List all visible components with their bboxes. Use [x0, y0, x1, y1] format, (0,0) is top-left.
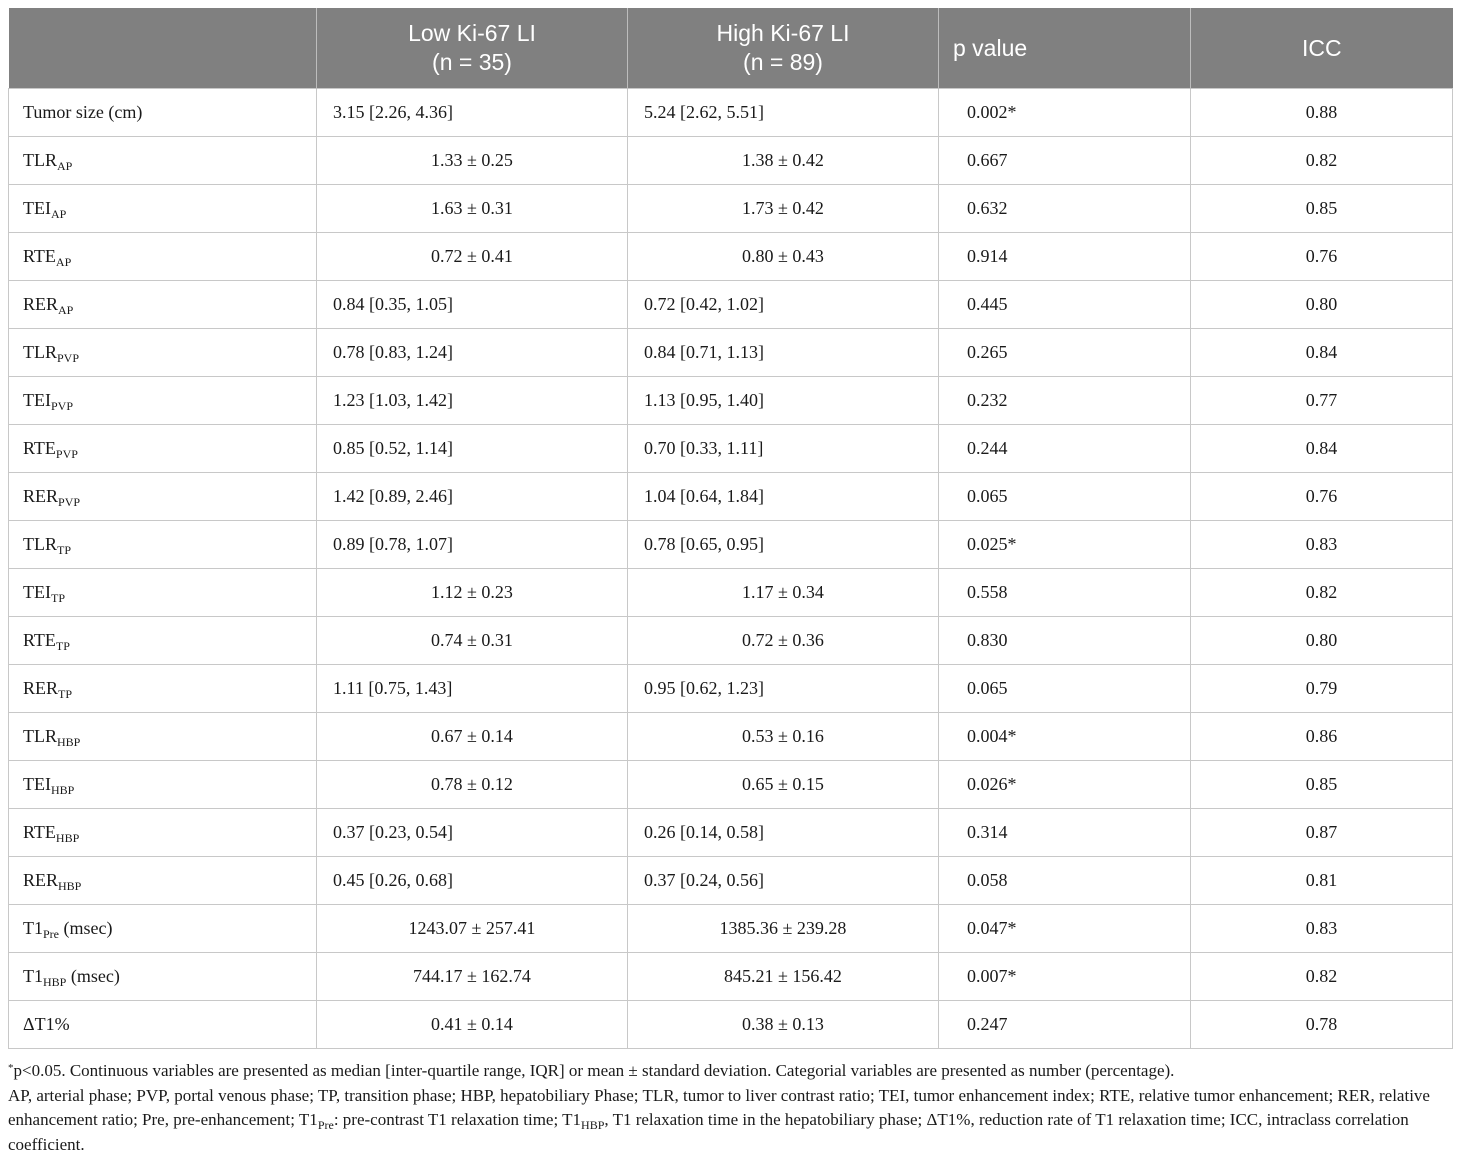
variable-name: RER [23, 294, 59, 314]
data-table [8, 8, 1453, 1049]
cell-low-ki67: 0.45 [0.26, 0.68] [317, 857, 628, 905]
footnote-line2-c: , T1 relaxation time in the hepatobiliary phase; ΔT1%, reduction rate of T1 relaxation time; ICC, intraclass correlation coefficient. [8, 1110, 1409, 1154]
cell-high-ki67: 1385.36 ± 239.28 [628, 905, 939, 953]
cell-icc: 0.76 [1191, 233, 1453, 281]
cell-low-ki67: 1.63 ± 0.31 [317, 185, 628, 233]
cell-p-value: 0.004* [939, 713, 1191, 761]
cell-icc: 0.87 [1191, 809, 1453, 857]
cell-low-ki67: 1.12 ± 0.23 [317, 569, 628, 617]
cell-icc: 0.83 [1191, 905, 1453, 953]
variable-subscript: PVP [58, 495, 81, 509]
cell-high-ki67: 0.80 ± 0.43 [628, 233, 939, 281]
cell-variable [9, 905, 317, 953]
variable-name: T1 [23, 966, 43, 986]
cell-low-ki67: 1.33 ± 0.25 [317, 137, 628, 185]
variable-name: TEI [23, 774, 51, 794]
variable-subscript: PVP [57, 351, 80, 365]
cell-variable [9, 1001, 317, 1049]
cell-icc: 0.84 [1191, 425, 1453, 473]
cell-p-value: 0.026* [939, 761, 1191, 809]
cell-icc: 0.80 [1191, 281, 1453, 329]
header-p-value: p value [939, 8, 1191, 89]
cell-low-ki67: 3.15 [2.26, 4.36] [317, 89, 628, 137]
variable-subscript: TP [55, 639, 70, 653]
variable-name: RTE [23, 246, 56, 266]
cell-icc: 0.79 [1191, 665, 1453, 713]
table-row [9, 953, 1453, 1001]
table-body [9, 89, 1453, 1049]
header-high-line1: High Ki-67 LI [716, 20, 850, 46]
cell-high-ki67: 0.26 [0.14, 0.58] [628, 809, 939, 857]
cell-high-ki67: 0.95 [0.62, 1.23] [628, 665, 939, 713]
cell-low-ki67: 0.78 ± 0.12 [317, 761, 628, 809]
cell-p-value: 0.265 [939, 329, 1191, 377]
variable-subscript: HBP [43, 975, 67, 989]
cell-icc: 0.81 [1191, 857, 1453, 905]
cell-variable [9, 857, 317, 905]
cell-low-ki67: 1.11 [0.75, 1.43] [317, 665, 628, 713]
footnote-sub-hbp: HBP [581, 1118, 605, 1132]
cell-high-ki67: 0.78 [0.65, 0.95] [628, 521, 939, 569]
variable-name: TLR [23, 534, 57, 554]
cell-variable [9, 713, 317, 761]
cell-low-ki67: 0.84 [0.35, 1.05] [317, 281, 628, 329]
table-row [9, 569, 1453, 617]
variable-subscript: Pre [43, 927, 59, 941]
cell-low-ki67: 0.67 ± 0.14 [317, 713, 628, 761]
cell-low-ki67: 1.42 [0.89, 2.46] [317, 473, 628, 521]
cell-variable [9, 809, 317, 857]
cell-icc: 0.78 [1191, 1001, 1453, 1049]
cell-low-ki67: 1243.07 ± 257.41 [317, 905, 628, 953]
cell-variable [9, 89, 317, 137]
cell-variable [9, 569, 317, 617]
table-row [9, 185, 1453, 233]
variable-subscript: HBP [57, 735, 81, 749]
variable-name: RER [23, 678, 59, 698]
cell-icc: 0.85 [1191, 761, 1453, 809]
cell-icc: 0.80 [1191, 617, 1453, 665]
header-low-line1: Low Ki-67 LI [408, 20, 536, 46]
cell-low-ki67: 1.23 [1.03, 1.42] [317, 377, 628, 425]
variable-subscript: TP [58, 687, 73, 701]
header-high-ki67 [628, 8, 939, 89]
cell-high-ki67: 1.73 ± 0.42 [628, 185, 939, 233]
variable-name: TLR [23, 342, 57, 362]
variable-name: ΔT1% [23, 1014, 70, 1034]
table-container [8, 8, 1452, 1157]
cell-low-ki67: 0.41 ± 0.14 [317, 1001, 628, 1049]
cell-low-ki67: 0.78 [0.83, 1.24] [317, 329, 628, 377]
cell-variable [9, 761, 317, 809]
table-row [9, 761, 1453, 809]
cell-high-ki67: 0.38 ± 0.13 [628, 1001, 939, 1049]
cell-low-ki67: 744.17 ± 162.74 [317, 953, 628, 1001]
variable-subscript: HBP [58, 879, 82, 893]
cell-icc: 0.82 [1191, 569, 1453, 617]
table-row [9, 137, 1453, 185]
table-row [9, 809, 1453, 857]
cell-p-value: 0.065 [939, 665, 1191, 713]
cell-low-ki67: 0.85 [0.52, 1.14] [317, 425, 628, 473]
cell-p-value: 0.632 [939, 185, 1191, 233]
cell-p-value: 0.830 [939, 617, 1191, 665]
variable-name: TEI [23, 390, 51, 410]
cell-p-value: 0.558 [939, 569, 1191, 617]
cell-icc: 0.82 [1191, 953, 1453, 1001]
variable-subscript: AP [57, 159, 73, 173]
header-row [9, 8, 1453, 89]
variable-subscript: AP [50, 207, 67, 221]
variable-name: TEI [23, 582, 51, 602]
cell-variable [9, 233, 317, 281]
cell-p-value: 0.232 [939, 377, 1191, 425]
footnote-sub-pre: Pre [317, 1118, 334, 1132]
table-row [9, 905, 1453, 953]
cell-high-ki67: 1.04 [0.64, 1.84] [628, 473, 939, 521]
cell-p-value: 0.007* [939, 953, 1191, 1001]
cell-high-ki67: 5.24 [2.62, 5.51] [628, 89, 939, 137]
cell-variable [9, 377, 317, 425]
table-row [9, 329, 1453, 377]
table-row [9, 521, 1453, 569]
cell-p-value: 0.667 [939, 137, 1191, 185]
footnote-line2-a: AP, arterial phase; PVP, portal venous phase; TP, transition phase; HBP, hepatobiliary Phase; TLR, tumor to liver contrast ratio; TEI, tumor enhancement index; RTE, relative tumor enhancement; RER, relative enhancement ratio; Pre, pre-enhancement; T1 [8, 1085, 1430, 1129]
header-high-line2: (n = 89) [743, 49, 823, 75]
header-icc: ICC [1191, 8, 1453, 89]
variable-subscript: TP [57, 543, 72, 557]
variable-subscript: AP [55, 255, 72, 269]
cell-high-ki67: 1.13 [0.95, 1.40] [628, 377, 939, 425]
table-row [9, 617, 1453, 665]
cell-variable [9, 281, 317, 329]
variable-name: T1 [23, 918, 43, 938]
cell-p-value: 0.025* [939, 521, 1191, 569]
table-row [9, 233, 1453, 281]
table-row [9, 473, 1453, 521]
header-low-ki67 [317, 8, 628, 89]
cell-icc: 0.84 [1191, 329, 1453, 377]
cell-high-ki67: 0.72 [0.42, 1.02] [628, 281, 939, 329]
cell-p-value: 0.314 [939, 809, 1191, 857]
table-footnotes [8, 1059, 1452, 1157]
cell-icc: 0.77 [1191, 377, 1453, 425]
cell-variable [9, 137, 317, 185]
cell-p-value: 0.914 [939, 233, 1191, 281]
cell-icc: 0.86 [1191, 713, 1453, 761]
variable-name: TEI [23, 198, 51, 218]
cell-low-ki67: 0.74 ± 0.31 [317, 617, 628, 665]
table-row [9, 377, 1453, 425]
cell-p-value: 0.058 [939, 857, 1191, 905]
cell-p-value: 0.247 [939, 1001, 1191, 1049]
cell-high-ki67: 0.72 ± 0.36 [628, 617, 939, 665]
cell-icc: 0.76 [1191, 473, 1453, 521]
cell-low-ki67: 0.37 [0.23, 0.54] [317, 809, 628, 857]
variable-name: RTE [23, 438, 56, 458]
cell-p-value: 0.002* [939, 89, 1191, 137]
cell-icc: 0.83 [1191, 521, 1453, 569]
variable-name: TLR [23, 726, 57, 746]
variable-name: RTE [23, 630, 56, 650]
cell-variable [9, 185, 317, 233]
table-row [9, 281, 1453, 329]
cell-p-value: 0.065 [939, 473, 1191, 521]
footnote-line1: p<0.05. Continuous variables are presented as median [inter-quartile range, IQR] or mean ± standard deviation. Categorial variables are presented as number (percentage). [13, 1061, 1175, 1080]
variable-name: RTE [23, 822, 56, 842]
cell-high-ki67: 0.70 [0.33, 1.11] [628, 425, 939, 473]
cell-variable [9, 473, 317, 521]
cell-high-ki67: 0.37 [0.24, 0.56] [628, 857, 939, 905]
variable-subscript: AP [58, 303, 74, 317]
header-low-line2: (n = 35) [432, 49, 512, 75]
cell-high-ki67: 0.53 ± 0.16 [628, 713, 939, 761]
cell-icc: 0.88 [1191, 89, 1453, 137]
variable-subscript: HBP [50, 783, 75, 797]
table-row [9, 665, 1453, 713]
header-variable [9, 8, 317, 89]
cell-variable [9, 953, 317, 1001]
cell-variable [9, 617, 317, 665]
cell-variable [9, 665, 317, 713]
cell-high-ki67: 0.65 ± 0.15 [628, 761, 939, 809]
cell-p-value: 0.445 [939, 281, 1191, 329]
cell-icc: 0.82 [1191, 137, 1453, 185]
cell-variable [9, 521, 317, 569]
cell-high-ki67: 1.17 ± 0.34 [628, 569, 939, 617]
footnote-abbreviations [8, 1084, 1452, 1158]
cell-p-value: 0.047* [939, 905, 1191, 953]
cell-p-value: 0.244 [939, 425, 1191, 473]
variable-name: RER [23, 870, 59, 890]
variable-name: TLR [23, 150, 57, 170]
variable-subscript: HBP [55, 831, 80, 845]
footnote-line2-b: : pre-contrast T1 relaxation time; T1 [333, 1110, 582, 1129]
cell-variable [9, 425, 317, 473]
cell-low-ki67: 0.72 ± 0.41 [317, 233, 628, 281]
variable-subscript: PVP [50, 399, 73, 413]
table-row [9, 425, 1453, 473]
variable-suffix: (msec) [66, 966, 120, 986]
cell-high-ki67: 845.21 ± 156.42 [628, 953, 939, 1001]
variable-suffix: (msec) [59, 918, 113, 938]
footnote-significance [8, 1059, 1452, 1084]
footnote-star: * [8, 1062, 14, 1074]
table-row [9, 713, 1453, 761]
table-row [9, 89, 1453, 137]
cell-icc: 0.85 [1191, 185, 1453, 233]
variable-subscript: PVP [55, 447, 78, 461]
cell-variable [9, 329, 317, 377]
variable-name: RER [23, 486, 59, 506]
variable-subscript: TP [50, 591, 65, 605]
cell-high-ki67: 0.84 [0.71, 1.13] [628, 329, 939, 377]
variable-name: Tumor size (cm) [23, 102, 143, 122]
table-row [9, 1001, 1453, 1049]
table-row [9, 857, 1453, 905]
cell-low-ki67: 0.89 [0.78, 1.07] [317, 521, 628, 569]
cell-high-ki67: 1.38 ± 0.42 [628, 137, 939, 185]
